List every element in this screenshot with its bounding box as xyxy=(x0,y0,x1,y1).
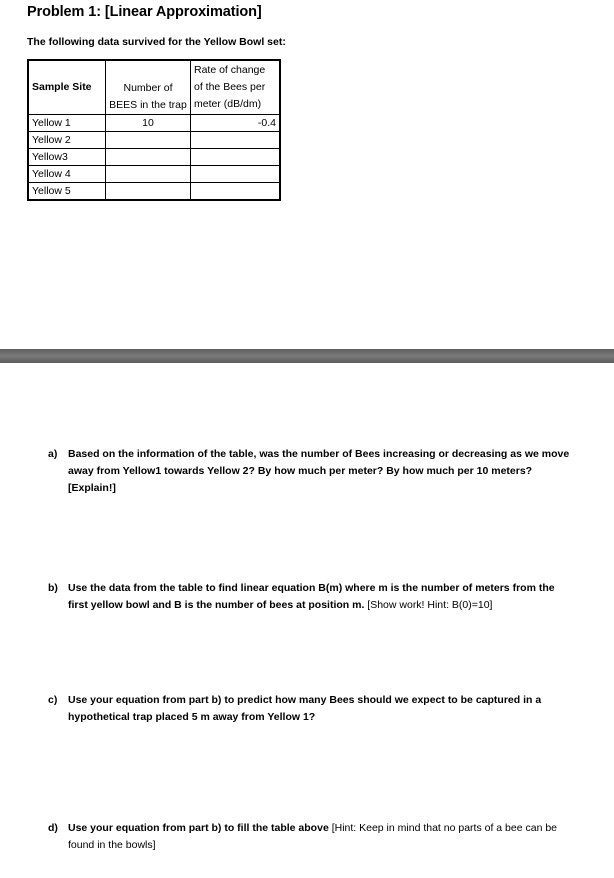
table-row xyxy=(28,183,280,201)
table-header-row xyxy=(28,60,280,115)
cell-bees: 10 xyxy=(106,115,191,132)
cell-site: Yellow 5 xyxy=(28,183,106,201)
table-row xyxy=(28,166,280,183)
question-a-text: Based on the information of the table, was the number of Bees increasing or decreasing as we move away from Yellow1 towards Yellow 2? By how much per meter? By how much per 10 meters? [Explain!] xyxy=(68,448,570,494)
intro-text: The following data survived for the Yellow Bowl set: xyxy=(27,36,286,48)
question-d-letter: d) xyxy=(48,822,58,834)
cell-bees xyxy=(106,149,191,166)
question-b xyxy=(48,580,573,614)
problem-title: Problem 1: [Linear Approximation] xyxy=(27,4,262,20)
question-d-text: Use your equation from part b) to fill the table above xyxy=(68,822,329,834)
page-divider xyxy=(0,349,614,363)
question-c-letter: c) xyxy=(48,694,58,706)
table-row xyxy=(28,149,280,166)
question-b-letter: b) xyxy=(48,582,58,594)
cell-bees xyxy=(106,166,191,183)
header-sample-site: Sample Site xyxy=(28,60,106,115)
cell-bees xyxy=(106,183,191,201)
cell-rate xyxy=(191,132,281,149)
question-c xyxy=(48,692,573,726)
cell-rate xyxy=(191,166,281,183)
table-row xyxy=(28,115,280,132)
header-rate-of-change: Rate of change of the Bees per meter (dB/dm) xyxy=(191,60,281,115)
cell-bees xyxy=(106,132,191,149)
header-number-of-bees: Number of BEES in the trap xyxy=(106,60,191,115)
cell-site: Yellow 2 xyxy=(28,132,106,149)
cell-site: Yellow 1 xyxy=(28,115,106,132)
cell-rate xyxy=(191,183,281,201)
question-b-hint: [Show work! Hint: B(0)=10] xyxy=(364,599,493,611)
cell-rate: -0.4 xyxy=(191,115,281,132)
cell-site: Yellow 4 xyxy=(28,166,106,183)
question-b-text: Use the data from the table to find linear equation B(m) where m is the number of meters from the first yellow bowl and B is the number of bees at position m. xyxy=(68,582,555,611)
question-c-text: Use your equation from part b) to predict how many Bees should we expect to be captured in a hypothetical trap placed 5 m away from Yellow 1? xyxy=(68,694,542,723)
cell-rate xyxy=(191,149,281,166)
question-d xyxy=(48,820,573,854)
question-a xyxy=(48,446,573,497)
bee-data-table xyxy=(27,59,281,201)
cell-site: Yellow3 xyxy=(28,149,106,166)
question-d-hint: [Hint: Keep in mind that no parts of a bee can be found in the bowls] xyxy=(68,822,558,851)
question-a-letter: a) xyxy=(48,448,58,460)
table-row xyxy=(28,132,280,149)
